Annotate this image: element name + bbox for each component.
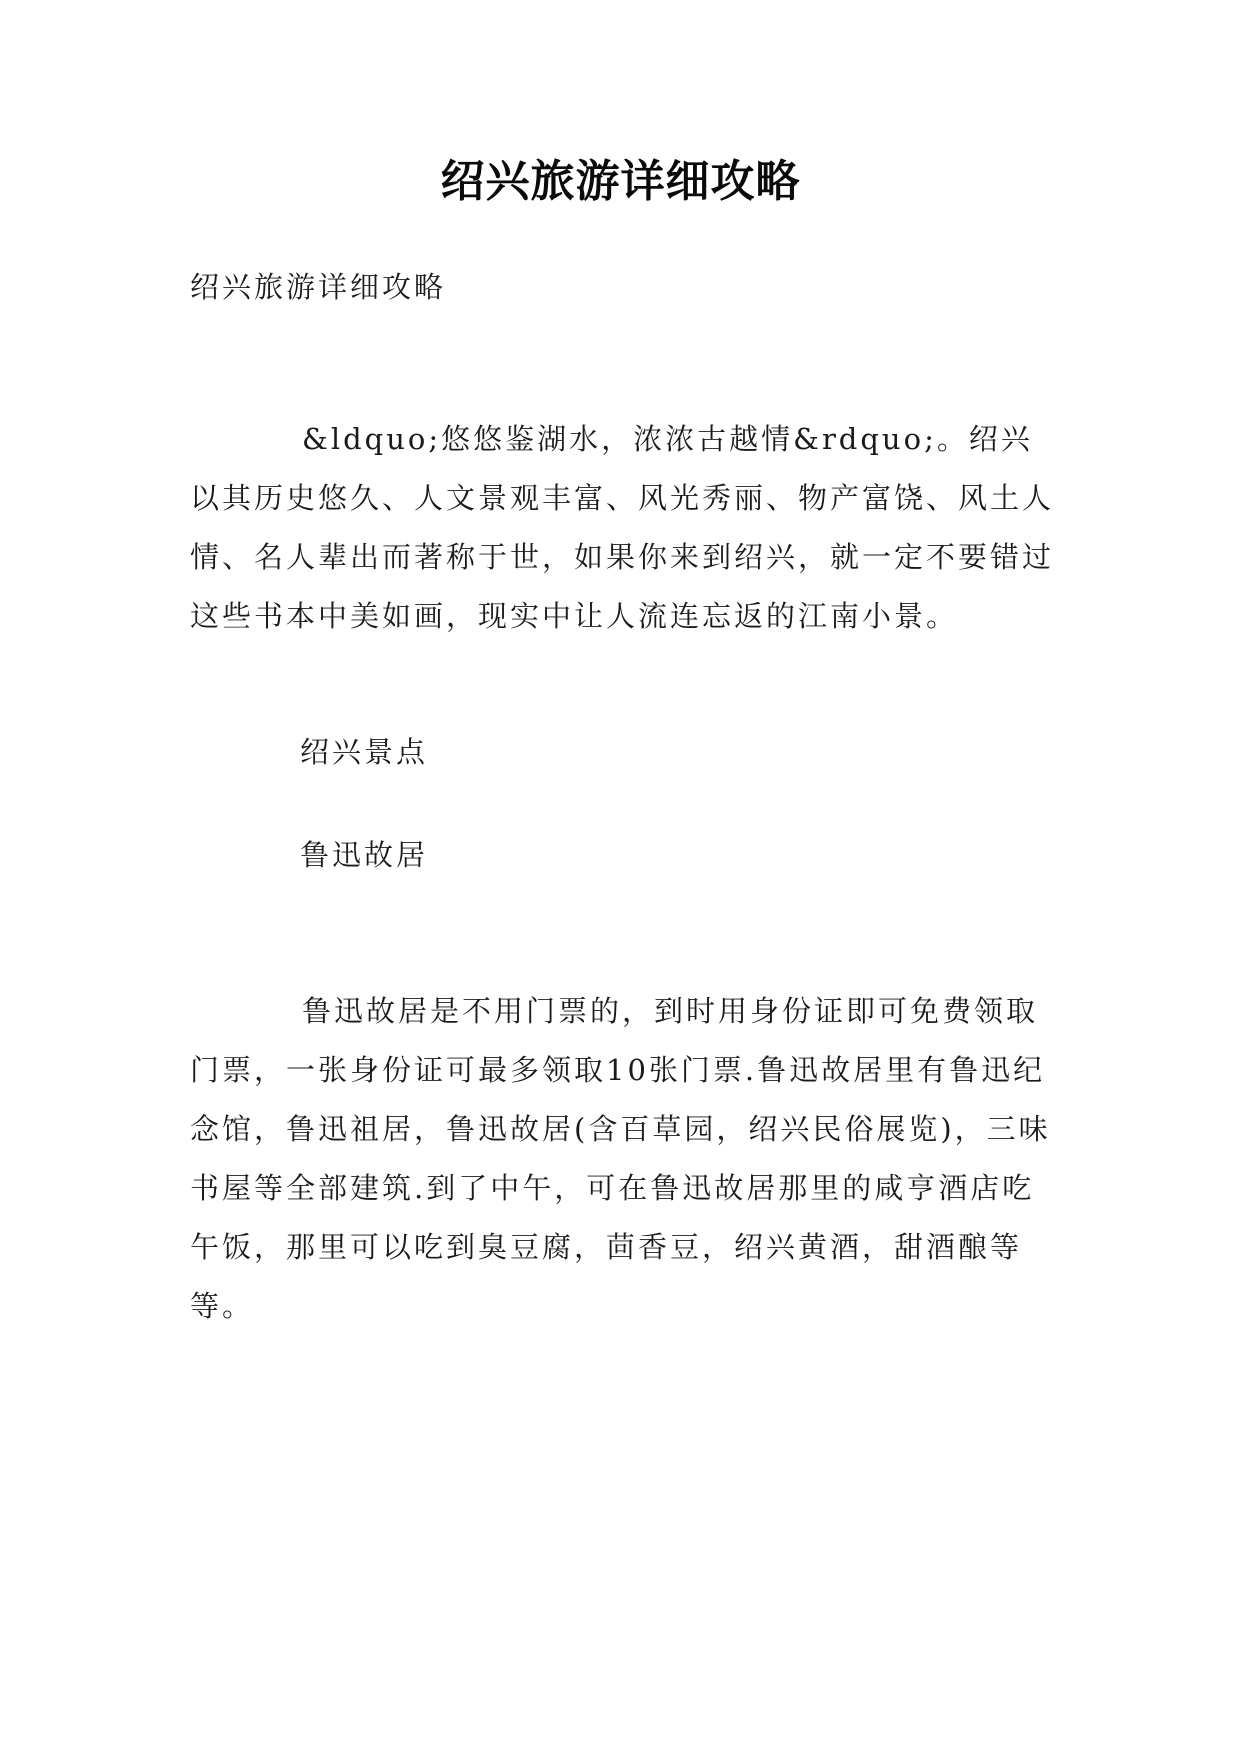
document-subtitle: 绍兴旅游详细攻略 bbox=[190, 270, 447, 304]
section-heading: 绍兴景点 bbox=[300, 735, 429, 769]
document-title: 绍兴旅游详细攻略 bbox=[440, 156, 801, 207]
intro-paragraph: &ldquo;悠悠鉴湖水，浓浓古越情&rdquo;。绍兴以其历史悠久、人文景观丰富、风光秀丽、物产富饶、风土人情、名人辈出而著称于世，如果你来到绍兴，就一定不要错过这些书本中美如画，现实中让人流连忘返的江南小景。 bbox=[190, 422, 1055, 633]
spot-paragraph: 鲁迅故居是不用门票的，到时用身份证即可免费领取门票，一张身份证可最多领取10张门票.鲁迅故居里有鲁迅纪念馆，鲁迅祖居，鲁迅故居(含百草园，绍兴民俗展览)，三味书屋等全部建筑.到了中午，可在鲁迅故居那里的咸亨酒店吃午饭，那里可以吃到臭豆腐，茴香豆，绍兴黄酒，甜酒酿等等。 bbox=[190, 994, 1051, 1323]
spot-heading: 鲁迅故居 bbox=[300, 838, 429, 872]
